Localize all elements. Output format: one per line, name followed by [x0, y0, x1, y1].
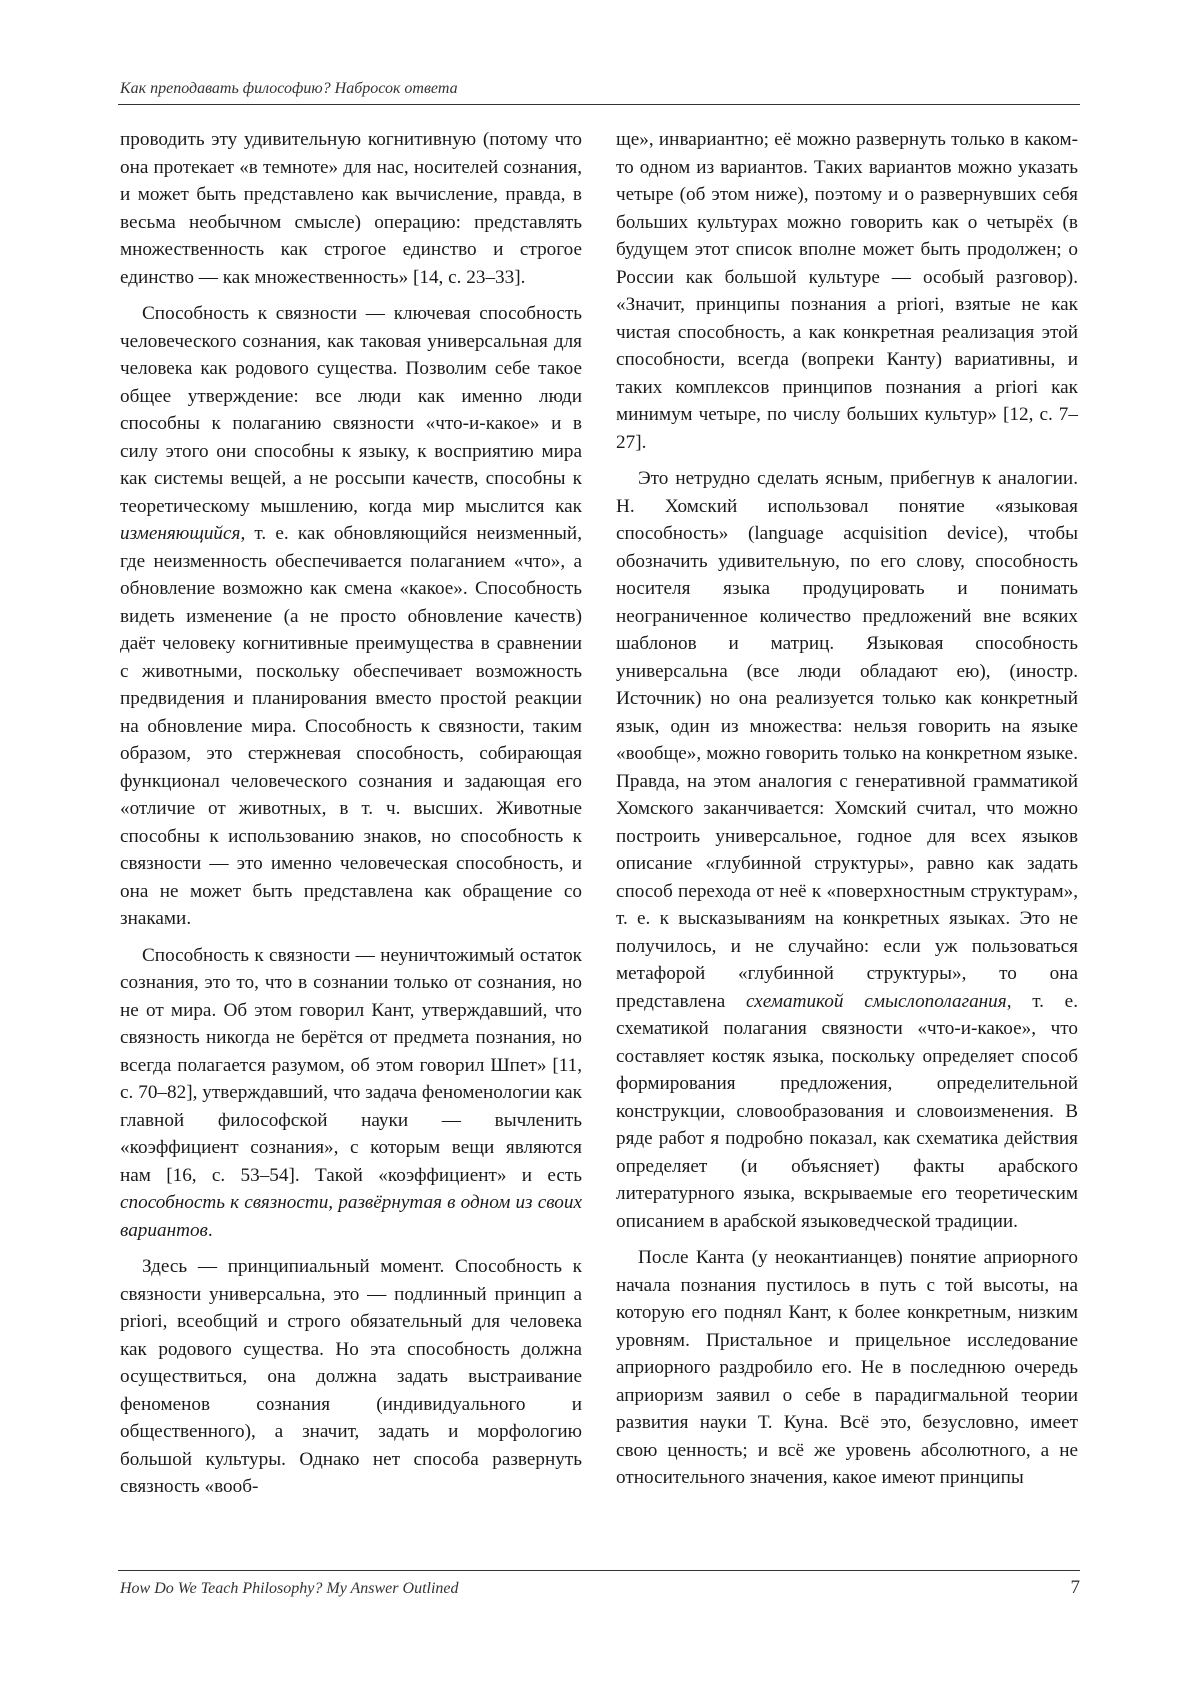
emphasis: схематикой смыслополагания [745, 990, 1007, 1012]
paragraph: ще», инвариантно; её можно развернуть только в каком-то одном из вариантов. Таких вариантов можно указать четыре (об этом ниже), поэтому и о развернувших себя больших культурах можно говорить как о четырёх (в будущем этот список вполне может быть продолжен; о России как большой культуре — особый разговор). «Значит, принципы познания a priori, взятые не как чистая способность, а как конкретная реализация этой способности, всегда (вопреки Канту) вариативны, и таких комплексов принципов познания a priori как минимум четыре, по числу больших культур» [12, с. 7–27]. [616, 129, 1078, 453]
page-number: 7 [1070, 1577, 1080, 1598]
paragraph: Способность к связности — ключевая способность человеческого сознания, как таковая универсальная для человека как родового существа. Позволим себе такое общее утверждение: все люди как именно люди способны к полаганию связности «что-и-какое» и в силу этого они способны к языку, к восприятию мира как системы вещей, а не россыпи качеств, способны к теоретическому мышлению, когда мир мыслится как изменяющийся, т. е. как обновляющийся неизменный, где неизменность обеспечивается полаганием «что», а обновление возможно как смена «какое». Способность видеть изменение (а не просто обновление качеств) даёт человеку когнитивные преимущества в сравнении с животными, поскольку обеспечивает возможность предвидения и планирования вместо простой реакции на обновление мира. Способность к связности, таким образом, это стержневая способность, собирающая функционал человеческого сознания и задающая его «отличие от животных, в т. ч. высших. Животные способны к использованию знаков, но способность к связности — это именно человеческая способность, и она не может быть представлена как обращение со знаками. [120, 303, 582, 929]
running-head: Как преподавать философию? Набросок ответа [120, 80, 458, 97]
paragraph: Здесь — принципиальный момент. Способность к связности универсальна, это — подлинный принцип a priori, всеобщий и строго обязательный для человека как родового существа. Но эта способность должна осуществиться, она должна задать выстраивание феноменов сознания (индивидуального и общественного), а значит, задать и морфологию большой культуры. Однако нет способа развернуть связность «вооб- [120, 1256, 582, 1497]
paragraph: проводить эту удивительную когнитивную (потому что она протекает «в темноте» для нас, носителей сознания, и может быть представлено как вычисление, правда, в весьма необычном смысле) операцию: представлять множественность как строгое единство и строгое единство — как множественность» [14, с. 23–33]. [120, 129, 582, 288]
running-foot: How Do We Teach Philosophy? My Answer Outlined [120, 1580, 459, 1597]
paragraph: После Канта (у неокантианцев) понятие априорного начала познания пустилось в путь с той высоты, на которую его поднял Кант, к более конкретным, низким уровням. Пристальное и прицельное исследование априорного раздробило его. Не в последнюю очередь априоризм заявил о себе в парадигмальной теории развития науки Т. Куна. Всё это, безусловно, имеет свою ценность; и всё же уровень абсолютного, а не относительного значения, какое имеют принципы [616, 1247, 1078, 1488]
paragraph: Способность к связности — неуничтожимый остаток сознания, это то, что в сознании только от сознания, но не от мира. Об этом говорил Кант, утверждавший, что связность никогда не берётся от предмета познания, но всегда полагается разумом, об этом говорил Шпет» [11, с. 70–82], утверждавший, что задача феноменологии как главной философской науки — вычленить «коэффициент сознания», с которым вещи являются нам [16, с. 53–54]. Такой «коэффициент» и есть способность к связности, развёрнутая в одном из своих вариантов. [120, 944, 582, 1241]
paragraph: Это нетрудно сделать ясным, прибегнув к аналогии. Н. Хомский использовал понятие «языковая способность» (language acquisition device), чтобы обозначить удивительную, по его слову, способность носителя языка продуцировать и понимать неограниченное количество предложений вне всяких шаблонов и матриц. Языковая способность универсальна (все люди обладают ею), (иностр. Источник) но она реализуется только как конкретный язык, один из множества: нельзя говорить на языке «вообще», можно говорить только на конкретном языке. Правда, на этом аналогия с генеративной грамматикой Хомского заканчивается: Хомский считал, что можно построить универсальное, годное для всех языков описание «глубинной структуры», равно как задать способ перехода от неё к «поверхностным структурам», т. е. к высказываниям на конкретных языках. Это не получилось, и не случайно: если уж пользоваться метафорой «глубинной структуры», то она представлена схематикой смыслополагания, т. е. схематикой полагания связности «что-и-какое», что составляет костяк языка, поскольку определяет способ формирования предложения, определительной конструкции, словообразования и словоизменения. В ряде работ я подробно показал, как схематика действия определяет (и объясняет) факты арабского литературного языка, вскрываемые его теоретическим описанием в арабской языковедческой традиции. [616, 468, 1078, 1232]
left-column [120, 126, 582, 1510]
emphasis: изменяющийся [120, 523, 241, 544]
emphasis: способность к связности, развёрнутая в одном из своих вариантов [120, 1192, 582, 1241]
header-rule [118, 104, 1080, 105]
footer-rule [118, 1570, 1080, 1571]
right-column [616, 126, 1078, 1501]
